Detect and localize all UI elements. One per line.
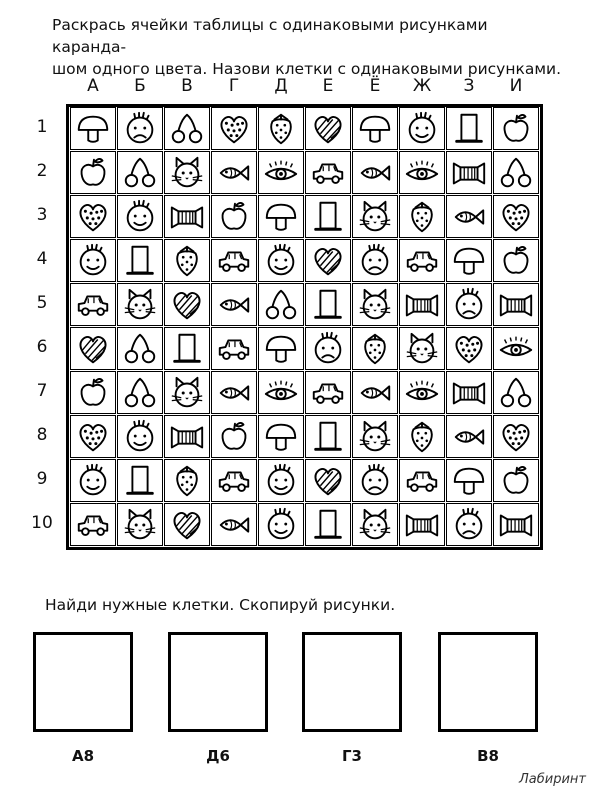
grid-cell-Ж6[interactable] bbox=[399, 327, 445, 370]
instructions-line-2: шом одного цвета. Назови клетки с одинаковыми рисунками. bbox=[52, 60, 562, 78]
apple-icon bbox=[74, 374, 112, 412]
grid-cell-З8[interactable] bbox=[446, 415, 492, 458]
grid-cell-А4[interactable] bbox=[70, 239, 116, 282]
strawberry-icon bbox=[168, 462, 206, 500]
grid-cell-Ж4[interactable] bbox=[399, 239, 445, 282]
grid-cell-В3[interactable] bbox=[164, 195, 210, 238]
grid-cell-Ё9[interactable] bbox=[352, 459, 398, 502]
cat-icon bbox=[121, 506, 159, 544]
column-header-8: Ж bbox=[412, 76, 432, 96]
candy-icon bbox=[403, 286, 441, 324]
grid-cell-В10[interactable] bbox=[164, 503, 210, 546]
row-header-9: 9 bbox=[36, 469, 48, 489]
candy-icon bbox=[497, 506, 535, 544]
grid-cell-И9[interactable] bbox=[493, 459, 539, 502]
grid-cell-Б4[interactable] bbox=[117, 239, 163, 282]
grid-cell-И2[interactable] bbox=[493, 151, 539, 194]
striped-heart-icon bbox=[168, 506, 206, 544]
column-header-9: З bbox=[463, 76, 475, 96]
answer-box-4[interactable] bbox=[438, 632, 538, 732]
mushroom-icon bbox=[356, 110, 394, 148]
grid-cell-А8[interactable] bbox=[70, 415, 116, 458]
grid-cell-Е7[interactable] bbox=[305, 371, 351, 414]
cherry-icon bbox=[121, 374, 159, 412]
grid-cell-Е5[interactable] bbox=[305, 283, 351, 326]
picture-grid bbox=[66, 104, 543, 550]
cat-icon bbox=[403, 330, 441, 368]
apple-icon bbox=[74, 154, 112, 192]
grid-cell-З1[interactable] bbox=[446, 107, 492, 150]
cherry-icon bbox=[121, 154, 159, 192]
happy-face-icon bbox=[74, 462, 112, 500]
grid-cell-И8[interactable] bbox=[493, 415, 539, 458]
car-icon bbox=[74, 286, 112, 324]
mushroom-icon bbox=[262, 330, 300, 368]
cat-icon bbox=[121, 286, 159, 324]
grid-cell-Д4[interactable] bbox=[258, 239, 304, 282]
sad-face-icon bbox=[356, 242, 394, 280]
grid-cell-Б8[interactable] bbox=[117, 415, 163, 458]
happy-face-icon bbox=[262, 242, 300, 280]
grid-cell-А1[interactable] bbox=[70, 107, 116, 150]
happy-face-icon bbox=[262, 462, 300, 500]
grid-cell-И6[interactable] bbox=[493, 327, 539, 370]
grid-cell-Е6[interactable] bbox=[305, 327, 351, 370]
striped-heart-icon bbox=[168, 286, 206, 324]
happy-face-icon bbox=[74, 242, 112, 280]
grid-cell-В2[interactable] bbox=[164, 151, 210, 194]
task-text: Найди нужные клетки. Скопируй рисунки. bbox=[45, 596, 396, 614]
grid-cell-З9[interactable] bbox=[446, 459, 492, 502]
cat-icon bbox=[356, 418, 394, 456]
row-header-7: 7 bbox=[36, 381, 48, 401]
grid-cell-Ё2[interactable] bbox=[352, 151, 398, 194]
grid-cell-Г2[interactable] bbox=[211, 151, 257, 194]
mushroom-icon bbox=[74, 110, 112, 148]
answer-box-label-4: В8 bbox=[477, 747, 499, 765]
grid-cell-З3[interactable] bbox=[446, 195, 492, 238]
car-icon bbox=[74, 506, 112, 544]
eye-icon bbox=[403, 154, 441, 192]
grid-cell-Е4[interactable] bbox=[305, 239, 351, 282]
grid-cell-Ж7[interactable] bbox=[399, 371, 445, 414]
grid-cell-В4[interactable] bbox=[164, 239, 210, 282]
column-header-10: И bbox=[509, 76, 523, 96]
grid-cell-Е8[interactable] bbox=[305, 415, 351, 458]
column-header-7: Ё bbox=[369, 76, 381, 96]
column-header-6: Е bbox=[322, 76, 334, 96]
fish-icon bbox=[450, 418, 488, 456]
dotted-heart-icon bbox=[74, 418, 112, 456]
grid-cell-З6[interactable] bbox=[446, 327, 492, 370]
grid-cell-Е9[interactable] bbox=[305, 459, 351, 502]
grid-cell-Г9[interactable] bbox=[211, 459, 257, 502]
grid-cell-Ж1[interactable] bbox=[399, 107, 445, 150]
grid-cell-Д7[interactable] bbox=[258, 371, 304, 414]
grid-cell-З4[interactable] bbox=[446, 239, 492, 282]
striped-heart-icon bbox=[309, 110, 347, 148]
grid-cell-Ё6[interactable] bbox=[352, 327, 398, 370]
column-header-5: Д bbox=[274, 76, 288, 96]
row-header-6: 6 bbox=[36, 337, 48, 357]
column-header-2: Б bbox=[134, 76, 146, 96]
instructions-line-1: Раскрась ячейки таблицы с одинаковыми рисунками каранда- bbox=[52, 16, 488, 56]
grid-cell-Г6[interactable] bbox=[211, 327, 257, 370]
cherry-icon bbox=[121, 330, 159, 368]
top-hat-icon bbox=[121, 462, 159, 500]
car-icon bbox=[215, 330, 253, 368]
grid-cell-А9[interactable] bbox=[70, 459, 116, 502]
mushroom-icon bbox=[450, 462, 488, 500]
eye-icon bbox=[262, 154, 300, 192]
grid-cell-А5[interactable] bbox=[70, 283, 116, 326]
fish-icon bbox=[356, 154, 394, 192]
grid-cell-Е10[interactable] bbox=[305, 503, 351, 546]
grid-cell-Д2[interactable] bbox=[258, 151, 304, 194]
grid-cell-Б6[interactable] bbox=[117, 327, 163, 370]
grid-cell-Ё4[interactable] bbox=[352, 239, 398, 282]
grid-cell-Д3[interactable] bbox=[258, 195, 304, 238]
car-icon bbox=[215, 242, 253, 280]
happy-face-icon bbox=[121, 198, 159, 236]
grid-cell-Д5[interactable] bbox=[258, 283, 304, 326]
top-hat-icon bbox=[309, 418, 347, 456]
grid-cell-Е3[interactable] bbox=[305, 195, 351, 238]
grid-cell-А7[interactable] bbox=[70, 371, 116, 414]
mushroom-icon bbox=[450, 242, 488, 280]
striped-heart-icon bbox=[309, 242, 347, 280]
fish-icon bbox=[356, 374, 394, 412]
answer-box-2[interactable] bbox=[168, 632, 268, 732]
happy-face-icon bbox=[262, 506, 300, 544]
cat-icon bbox=[356, 198, 394, 236]
apple-icon bbox=[215, 198, 253, 236]
candy-icon bbox=[450, 374, 488, 412]
car-icon bbox=[309, 374, 347, 412]
grid-cell-А3[interactable] bbox=[70, 195, 116, 238]
candy-icon bbox=[450, 154, 488, 192]
apple-icon bbox=[215, 418, 253, 456]
cat-icon bbox=[168, 374, 206, 412]
happy-face-icon bbox=[403, 110, 441, 148]
sad-face-icon bbox=[356, 462, 394, 500]
column-header-1: А bbox=[87, 76, 99, 96]
grid-cell-В6[interactable] bbox=[164, 327, 210, 370]
car-icon bbox=[403, 242, 441, 280]
strawberry-icon bbox=[403, 198, 441, 236]
candy-icon bbox=[168, 418, 206, 456]
dotted-heart-icon bbox=[497, 418, 535, 456]
row-header-1: 1 bbox=[36, 117, 48, 137]
grid-cell-И5[interactable] bbox=[493, 283, 539, 326]
cat-icon bbox=[356, 506, 394, 544]
grid-cell-И4[interactable] bbox=[493, 239, 539, 282]
grid-cell-Г8[interactable] bbox=[211, 415, 257, 458]
mushroom-icon bbox=[262, 198, 300, 236]
grid-cell-Б9[interactable] bbox=[117, 459, 163, 502]
grid-cell-В8[interactable] bbox=[164, 415, 210, 458]
grid-cell-В9[interactable] bbox=[164, 459, 210, 502]
row-header-3: 3 bbox=[36, 205, 48, 225]
grid-cell-Б10[interactable] bbox=[117, 503, 163, 546]
candy-icon bbox=[497, 286, 535, 324]
dotted-heart-icon bbox=[450, 330, 488, 368]
top-hat-icon bbox=[450, 110, 488, 148]
grid-cell-Ж5[interactable] bbox=[399, 283, 445, 326]
grid-cell-Д1[interactable] bbox=[258, 107, 304, 150]
car-icon bbox=[215, 462, 253, 500]
grid-cell-Ё10[interactable] bbox=[352, 503, 398, 546]
strawberry-icon bbox=[403, 418, 441, 456]
grid-cell-В5[interactable] bbox=[164, 283, 210, 326]
grid-cell-Б2[interactable] bbox=[117, 151, 163, 194]
happy-face-icon bbox=[121, 418, 159, 456]
grid-cell-В7[interactable] bbox=[164, 371, 210, 414]
apple-icon bbox=[497, 110, 535, 148]
strawberry-icon bbox=[168, 242, 206, 280]
grid-cell-З10[interactable] bbox=[446, 503, 492, 546]
candy-icon bbox=[403, 506, 441, 544]
grid-cell-Г4[interactable] bbox=[211, 239, 257, 282]
grid-cell-Г7[interactable] bbox=[211, 371, 257, 414]
grid-cell-И3[interactable] bbox=[493, 195, 539, 238]
cherry-icon bbox=[168, 110, 206, 148]
grid-cell-Г10[interactable] bbox=[211, 503, 257, 546]
fish-icon bbox=[215, 374, 253, 412]
row-header-4: 4 bbox=[36, 249, 48, 269]
grid-cell-З5[interactable] bbox=[446, 283, 492, 326]
row-header-2: 2 bbox=[36, 161, 48, 181]
fish-icon bbox=[215, 286, 253, 324]
fish-icon bbox=[215, 506, 253, 544]
grid-cell-Ё7[interactable] bbox=[352, 371, 398, 414]
eye-icon bbox=[262, 374, 300, 412]
grid-cell-Ж10[interactable] bbox=[399, 503, 445, 546]
striped-heart-icon bbox=[74, 330, 112, 368]
grid-cell-И10[interactable] bbox=[493, 503, 539, 546]
sad-face-icon bbox=[121, 110, 159, 148]
car-icon bbox=[403, 462, 441, 500]
dotted-heart-icon bbox=[497, 198, 535, 236]
answer-box-label-3: Г3 bbox=[342, 747, 362, 765]
candy-icon bbox=[168, 198, 206, 236]
grid-cell-В1[interactable] bbox=[164, 107, 210, 150]
apple-icon bbox=[497, 462, 535, 500]
fish-icon bbox=[450, 198, 488, 236]
top-hat-icon bbox=[309, 506, 347, 544]
row-header-5: 5 bbox=[36, 293, 48, 313]
grid-cell-З2[interactable] bbox=[446, 151, 492, 194]
grid-cell-Б1[interactable] bbox=[117, 107, 163, 150]
sad-face-icon bbox=[309, 330, 347, 368]
sad-face-icon bbox=[450, 506, 488, 544]
eye-icon bbox=[403, 374, 441, 412]
grid-cell-З7[interactable] bbox=[446, 371, 492, 414]
watermark: Лабиринт bbox=[519, 772, 586, 787]
dotted-heart-icon bbox=[215, 110, 253, 148]
cherry-icon bbox=[262, 286, 300, 324]
grid-cell-Б5[interactable] bbox=[117, 283, 163, 326]
cherry-icon bbox=[497, 154, 535, 192]
grid-cell-Б3[interactable] bbox=[117, 195, 163, 238]
cherry-icon bbox=[497, 374, 535, 412]
eye-icon bbox=[497, 330, 535, 368]
grid-cell-И1[interactable] bbox=[493, 107, 539, 150]
sad-face-icon bbox=[450, 286, 488, 324]
grid-cell-Ё8[interactable] bbox=[352, 415, 398, 458]
grid-cell-А2[interactable] bbox=[70, 151, 116, 194]
grid-cell-Ё3[interactable] bbox=[352, 195, 398, 238]
top-hat-icon bbox=[309, 286, 347, 324]
fish-icon bbox=[215, 154, 253, 192]
grid-cell-Г5[interactable] bbox=[211, 283, 257, 326]
grid-cell-Ж8[interactable] bbox=[399, 415, 445, 458]
top-hat-icon bbox=[168, 330, 206, 368]
grid-cell-Ж9[interactable] bbox=[399, 459, 445, 502]
grid-cell-Д10[interactable] bbox=[258, 503, 304, 546]
top-hat-icon bbox=[309, 198, 347, 236]
car-icon bbox=[309, 154, 347, 192]
grid-cell-Е2[interactable] bbox=[305, 151, 351, 194]
answer-box-label-2: Д6 bbox=[206, 747, 230, 765]
grid-cell-Д6[interactable] bbox=[258, 327, 304, 370]
strawberry-icon bbox=[262, 110, 300, 148]
grid-cell-Ё1[interactable] bbox=[352, 107, 398, 150]
top-hat-icon bbox=[121, 242, 159, 280]
grid-cell-Д8[interactable] bbox=[258, 415, 304, 458]
row-header-10: 10 bbox=[31, 513, 53, 533]
grid-cell-Г3[interactable] bbox=[211, 195, 257, 238]
grid-cell-Б7[interactable] bbox=[117, 371, 163, 414]
row-header-8: 8 bbox=[36, 425, 48, 445]
answer-box-3[interactable] bbox=[302, 632, 402, 732]
answer-box-label-1: А8 bbox=[71, 747, 95, 765]
instructions bbox=[52, 14, 562, 80]
dotted-heart-icon bbox=[74, 198, 112, 236]
column-header-3: В bbox=[181, 76, 193, 96]
grid-cell-Г1[interactable] bbox=[211, 107, 257, 150]
grid-cell-Ж2[interactable] bbox=[399, 151, 445, 194]
mushroom-icon bbox=[262, 418, 300, 456]
answer-box-1[interactable] bbox=[33, 632, 133, 732]
grid-cell-А10[interactable] bbox=[70, 503, 116, 546]
cat-icon bbox=[356, 286, 394, 324]
grid-cell-И7[interactable] bbox=[493, 371, 539, 414]
column-header-4: Г bbox=[228, 76, 240, 96]
strawberry-icon bbox=[356, 330, 394, 368]
apple-icon bbox=[497, 242, 535, 280]
grid-cell-Ж3[interactable] bbox=[399, 195, 445, 238]
grid-cell-А6[interactable] bbox=[70, 327, 116, 370]
grid-cell-Д9[interactable] bbox=[258, 459, 304, 502]
grid-cell-Е1[interactable] bbox=[305, 107, 351, 150]
cat-icon bbox=[168, 154, 206, 192]
grid-cell-Ё5[interactable] bbox=[352, 283, 398, 326]
striped-heart-icon bbox=[309, 462, 347, 500]
